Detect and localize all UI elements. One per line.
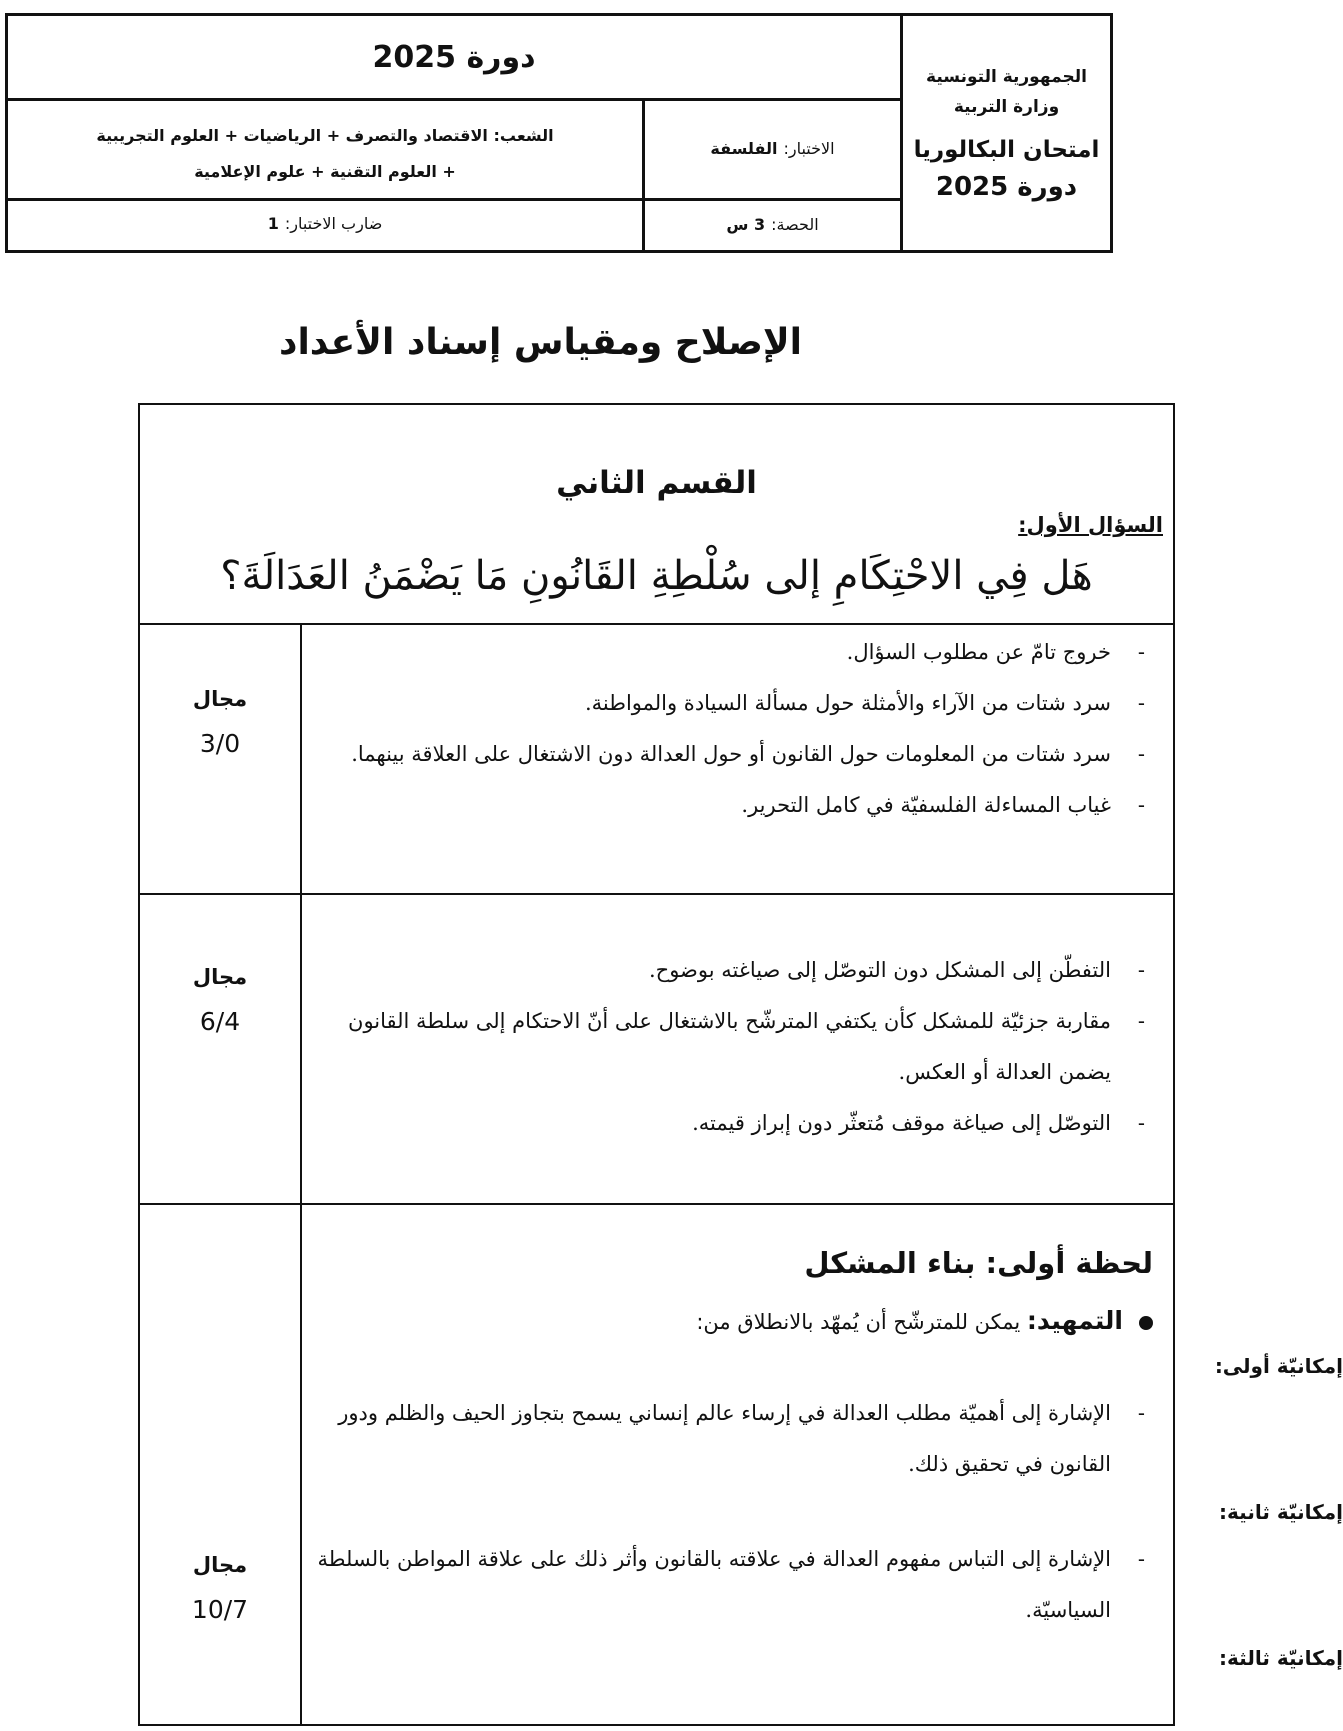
exam-label: الاختبار: bbox=[783, 138, 835, 158]
branches-cell bbox=[8, 98, 645, 198]
grade-row-2 bbox=[140, 893, 1173, 1205]
score-value: 6/4 bbox=[199, 1007, 241, 1036]
coefficient-cell bbox=[8, 198, 645, 250]
exam-subject-cell bbox=[645, 98, 900, 198]
session-top: دورة 2025 bbox=[8, 16, 900, 101]
intro-text: يمكن للمترشّح أن يُمهّد بالانطلاق من: bbox=[696, 1310, 1021, 1334]
score-cell bbox=[140, 623, 302, 893]
grading-table bbox=[138, 403, 1343, 1726]
list-item: - الإشارة إلى التباس مفهوم العدالة في علاقته بالقانون وأثر ذلك على علاقة المواطن بالسلطة السياسيّة. bbox=[302, 1534, 1173, 1636]
score-label: مجال bbox=[192, 687, 248, 711]
branches-label: الشعب: bbox=[493, 126, 554, 145]
possibility-label: إمكانيّة ثانية: bbox=[1219, 1500, 1343, 1524]
criteria-cell bbox=[302, 623, 1173, 893]
moment-title: لحظة أولى: بناء المشكل bbox=[804, 1246, 1153, 1280]
score-cell bbox=[140, 1203, 302, 1724]
criteria-list bbox=[302, 945, 1173, 1149]
question-text: هَل فِي الاحْتِكَامِ إلى سُلْطِةِ القَانُونِ مَا يَضْمَنُ العَدَالَةَ؟ bbox=[220, 553, 1093, 599]
criteria-list bbox=[302, 1388, 1173, 1490]
branches-line-2: + العلوم التقنية + علوم الإعلامية bbox=[194, 162, 456, 181]
grade-row-1 bbox=[140, 623, 1173, 895]
list-item: - سرد شتات من المعلومات حول القانون أو حول العدالة دون الاشتغال على العلاقة بينهما. bbox=[302, 729, 1173, 780]
header-row-coefficient bbox=[8, 198, 900, 250]
intro-label: التمهيد: bbox=[1026, 1306, 1123, 1335]
session-right: دورة 2025 bbox=[935, 172, 1078, 202]
score-value: 10/7 bbox=[191, 1595, 249, 1624]
list-item: - الإشارة إلى أهميّة مطلب العدالة في إرساء عالم إنساني يسمح بتجاوز الحيف والظلم ودور القانون في تحقيق ذلك. bbox=[302, 1388, 1173, 1490]
exam-header bbox=[5, 13, 1113, 253]
exam-value: الفلسفة bbox=[710, 138, 778, 158]
section-title: القسم الثاني bbox=[556, 465, 757, 501]
criteria-list bbox=[302, 627, 1173, 831]
page-title: الإصلاح ومقياس إسناد الأعداد bbox=[278, 322, 803, 363]
branches-value-1: الاقتصاد والتصرف + الرياضيات + العلوم التجريبية bbox=[96, 126, 488, 145]
duration-label: الحصة: bbox=[771, 214, 819, 234]
header-row-branches bbox=[8, 98, 900, 201]
criteria-list bbox=[302, 1534, 1173, 1636]
criteria-cell bbox=[302, 1203, 1343, 1724]
possibility-label: إمكانيّة أولى: bbox=[1214, 1354, 1343, 1378]
duration-cell bbox=[645, 198, 900, 250]
score-label: مجال bbox=[192, 965, 248, 989]
list-item: - غياب المساءلة الفلسفيّة في كامل التحرير. bbox=[302, 780, 1173, 831]
exam-name: امتحان البكالوريا bbox=[913, 137, 1100, 163]
coefficient-label: ضارب الاختبار: bbox=[284, 214, 383, 233]
republic-name: الجمهورية التونسية bbox=[926, 67, 1087, 87]
header-right-block bbox=[903, 16, 1110, 250]
grade-row-3 bbox=[140, 1203, 1343, 1724]
question-label: السؤال الأول: bbox=[1018, 513, 1163, 537]
header-left-block bbox=[8, 16, 903, 250]
ministry-name: وزارة التربية bbox=[953, 97, 1060, 117]
criteria-cell bbox=[302, 893, 1173, 1203]
branches-line-1 bbox=[8, 118, 642, 154]
list-item: - التوصّل إلى صياغة موقف مُتعثّر دون إبراز قيمته. bbox=[302, 1098, 1173, 1149]
score-cell bbox=[140, 893, 302, 1203]
intro-line bbox=[302, 1299, 1153, 1344]
score-value: 3/0 bbox=[199, 729, 241, 758]
list-item: - مقاربة جزئيّة للمشكل كأن يكتفي المترشّح بالاشتغال على أنّ الاحتكام إلى سلطة القانون يضمن العدالة أو العكس. bbox=[302, 996, 1173, 1098]
duration-value: 3 س bbox=[726, 214, 766, 234]
score-label: مجال bbox=[192, 1553, 248, 1577]
list-item: - خروج تامّ عن مطلوب السؤال. bbox=[302, 627, 1173, 678]
list-item: - التفطّن إلى المشكل دون التوصّل إلى صياغته بوضوح. bbox=[302, 945, 1173, 996]
bullet-dot-icon bbox=[1139, 1316, 1153, 1330]
possibility-3 bbox=[302, 1636, 1343, 1680]
list-item: - سرد شتات من الآراء والأمثلة حول مسألة السيادة والمواطنة. bbox=[302, 678, 1173, 729]
coefficient-value: 1 bbox=[267, 214, 279, 233]
possibility-1 bbox=[302, 1344, 1343, 1388]
possibility-label: إمكانيّة ثالثة: bbox=[1219, 1646, 1343, 1670]
possibility-2 bbox=[302, 1490, 1343, 1534]
section-header bbox=[140, 405, 1173, 625]
